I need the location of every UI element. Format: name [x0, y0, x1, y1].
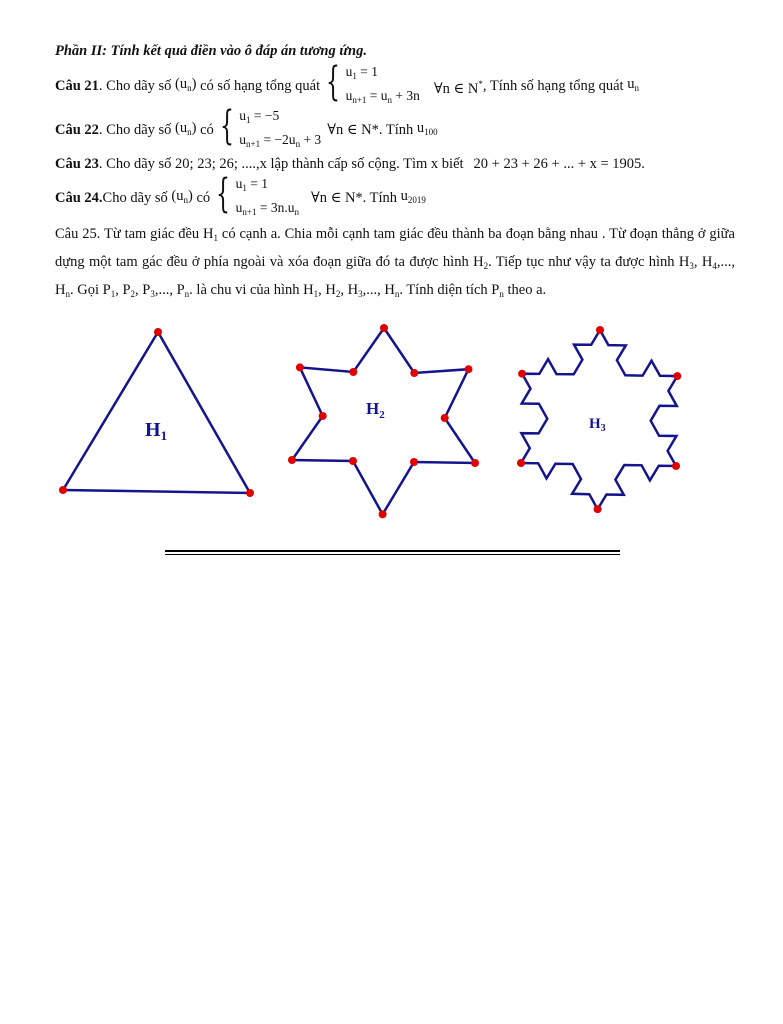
question-21-target: $u_n$: [627, 76, 639, 93]
figure-h1-vertex-dot: [59, 486, 67, 494]
question-22-seq: $(u_n)$: [175, 120, 197, 137]
question-22-forall: ∀n ∈ N*. Tính: [327, 122, 414, 138]
figure-h2-outline: [292, 328, 475, 514]
question-24-target: $u_{2019}$: [400, 188, 426, 205]
figure-h1-triangle: [59, 328, 254, 497]
document-body: [55, 40, 735, 306]
figure-h3-snowflake: [517, 326, 681, 513]
figure-h3-vertex-dot: [673, 372, 681, 380]
question-25: Câu 25. Từ tam giác đều $H_1$ có cạnh a. Chia mỗi cạnh tam giác đều thành ba đoạn bằng nhau . Từ đoạn thẳng ở giữa dựng một tam gác đều ở phía ngoài và xóa đoạn giữa đó ta được hình $H_2$. Tiếp tục như vậy ta được hình $H_3$, $H_4$,..., $H_n$. Gọi $P_1$, $P_2$, $P_3$,..., $P_n$. là chu vi của hình $H_1$, $H_2$, $H_3$,..., $H_n$. Tính diện tích $P_n$ theo a.: [55, 226, 735, 299]
question-24-text-a: Cho dãy số: [102, 190, 168, 206]
question-23-label: Câu 23: [55, 156, 99, 172]
figure-h1-outline: [63, 332, 250, 493]
question-25-label: Câu 25: [55, 226, 97, 242]
figure-h2-vertex-dot: [349, 457, 357, 465]
separator-rule: [165, 550, 620, 552]
figure-h2-vertex-dot: [319, 412, 327, 420]
question-24-forall: ∀n ∈ N*. Tính: [310, 190, 398, 206]
question-21-label: Câu 21: [55, 78, 99, 94]
figure-h2-vertex-dot: [441, 414, 449, 422]
figure-h3-vertex-dot: [594, 505, 602, 513]
question-24-label: Câu 24.: [55, 190, 103, 206]
question-22-text-a: . Cho dãy số: [98, 122, 172, 138]
question-21-system: { $u_1 = 1$ $u_{n+1} = u_n + 3n$: [326, 59, 420, 105]
question-21-text-c: , Tính số hạng tổng quát: [482, 78, 624, 94]
question-24: [55, 171, 735, 220]
question-21-text-b: có số hạng tổng quát: [200, 78, 321, 94]
question-24-text-b: có: [196, 190, 211, 206]
figure-h2-vertex-dot: [296, 363, 304, 371]
question-24-system: { $u_1 = 1$ $u_{n+1} = 3n.u_n$: [216, 171, 299, 217]
figure-h2-vertex-dot: [471, 459, 479, 467]
figure-h1-vertex-dot: [246, 489, 254, 497]
figure-h3-vertex-dot: [672, 462, 680, 470]
figure-h2-star: [288, 324, 479, 518]
figure-h2-vertex-dot: [379, 510, 387, 518]
figure-h3-vertex-dot: [596, 326, 604, 334]
question-22-system: { $u_1 = -5$ $u_{n+1} = -2u_n + 3$: [219, 103, 322, 149]
separator-rule-thin: [165, 554, 620, 555]
question-21-forall: ∀n ∈ N*: [433, 78, 483, 97]
question-23: [55, 152, 735, 176]
question-21-text-a: . Cho dãy số: [98, 78, 172, 94]
figure-h2-vertex-dot: [465, 365, 473, 373]
figure-h3-vertex-dot: [518, 370, 526, 378]
question-21: [55, 59, 735, 108]
question-22-label: Câu 22: [55, 122, 99, 138]
question-21-seq: $(u_n)$: [175, 76, 197, 93]
figure-h1-label: $H_1$: [145, 419, 168, 443]
figure-h2-vertex-dot: [288, 456, 296, 464]
figure-h2-vertex-dot: [349, 368, 357, 376]
question-22-text-b: có: [200, 122, 214, 138]
figure-h2-vertex-dot: [380, 324, 388, 332]
figure-h3-outline: [521, 330, 677, 509]
question-23-text: . Cho dãy số 20; 23; 26; ....,x lập thành cấp số cộng. Tìm x biết: [98, 156, 464, 172]
figure-h1-vertex-dot: [154, 328, 162, 336]
figure-h2-label: $H_2$: [366, 399, 385, 421]
figure-h3-vertex-dot: [517, 459, 525, 467]
figure-h2-vertex-dot: [410, 369, 418, 377]
figure-h3-label: $H_3$: [589, 416, 606, 434]
figure-h2-vertex-dot: [410, 458, 418, 466]
question-23-equation: 20 + 23 + 26 + ... + x = 1905.: [473, 156, 645, 172]
question-22: [55, 103, 735, 152]
question-24-seq: $(u_n)$: [171, 188, 193, 205]
section-heading: Phần II: Tính kết quả điền vào ô đáp án tương ứng.: [55, 43, 367, 59]
question-22-target: $u_{100}$: [416, 120, 438, 137]
